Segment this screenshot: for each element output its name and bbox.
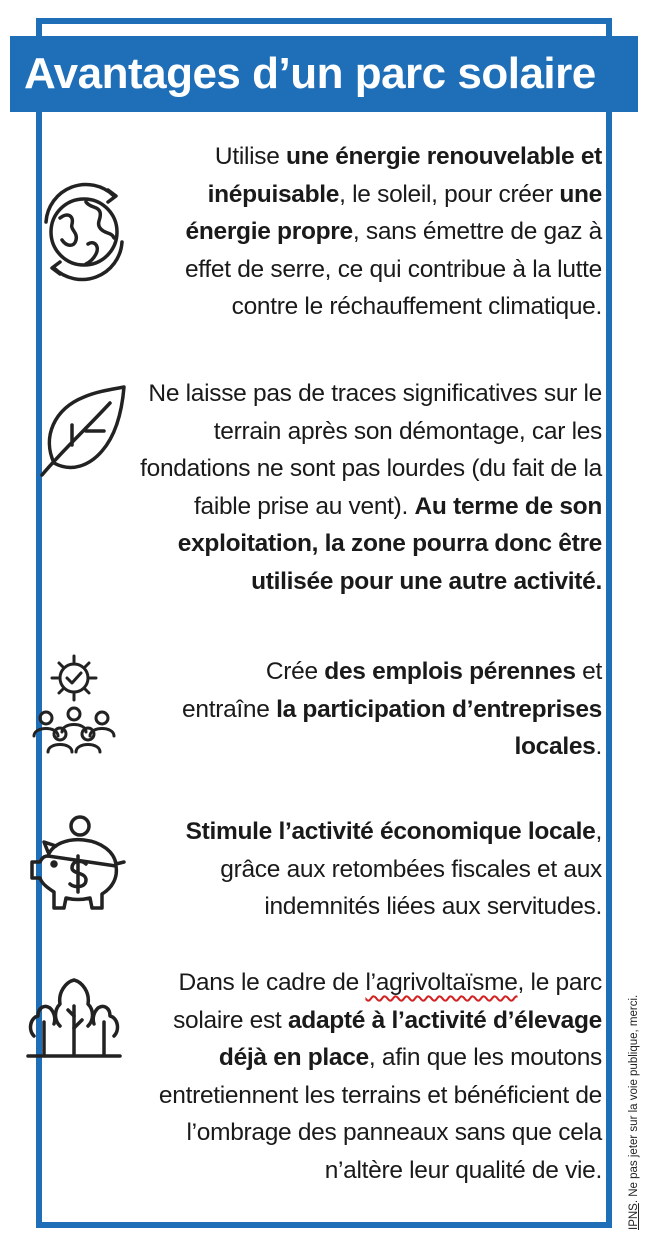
page-title: Avantages d’un parc solaire bbox=[10, 36, 638, 112]
bold-text: adapté à l’activité d’élevage déjà en place bbox=[218, 1006, 602, 1071]
text-run: , sans émettre de gaz à effet de serre, ce qui contribue à la lutte contre le réchauffement climatique. bbox=[184, 218, 602, 320]
section-4-text bbox=[168, 813, 602, 926]
globe-recycle-icon bbox=[28, 178, 140, 286]
bold-text: la participation d’entreprises locales bbox=[276, 695, 602, 760]
text-run: Crée bbox=[265, 658, 325, 685]
section-3-text bbox=[182, 653, 602, 766]
trees-icon bbox=[24, 966, 124, 1062]
text-run: Ne laisse pas de traces significatives sur le terrain après son démontage, car les fondations ne sont pas lourdes (du fait de la faible prise au vent). bbox=[140, 380, 602, 520]
people-gear-icon bbox=[26, 652, 122, 754]
text-run: , afin que les moutons entretiennent les terrains et bénéficient de l’ombrage des panneaux sans que cela n’altère leur qualité de vie. bbox=[158, 1044, 602, 1184]
bold-text: Stimule l’activité économique locale bbox=[185, 818, 596, 845]
text-run: Dans le cadre de bbox=[178, 969, 366, 996]
ipns-note: . Ne pas jeter sur la voie publique, merci. bbox=[628, 994, 640, 1204]
bold-text: des emplois pérennes bbox=[324, 658, 576, 685]
text-run: et entraîne bbox=[182, 658, 602, 723]
text-run: Utilise bbox=[214, 143, 287, 170]
section-5-text bbox=[136, 964, 602, 1189]
section-1-text bbox=[136, 138, 602, 326]
text-run: , le soleil, pour créer bbox=[339, 180, 560, 208]
spellcheck-word: l’agrivoltaïsme bbox=[365, 969, 518, 996]
section-2-text bbox=[102, 375, 602, 600]
text-run: . bbox=[595, 733, 602, 760]
ipns-footer-note bbox=[628, 930, 640, 1230]
text-run: , le parc solaire est bbox=[173, 969, 602, 1034]
piggy-bank-icon bbox=[22, 812, 134, 920]
text-run: , grâce aux retombées fiscales et aux indemnités liées aux servitudes. bbox=[220, 818, 602, 920]
bold-text: Au terme de son exploitation, la zone pourra donc être utilisée pour une autre activité. bbox=[177, 492, 602, 595]
bold-text: une énergie propre bbox=[185, 180, 602, 245]
ipns-label: IPNS bbox=[628, 1203, 640, 1230]
bold-text: une énergie renouvelable et inépuisable bbox=[207, 143, 602, 208]
